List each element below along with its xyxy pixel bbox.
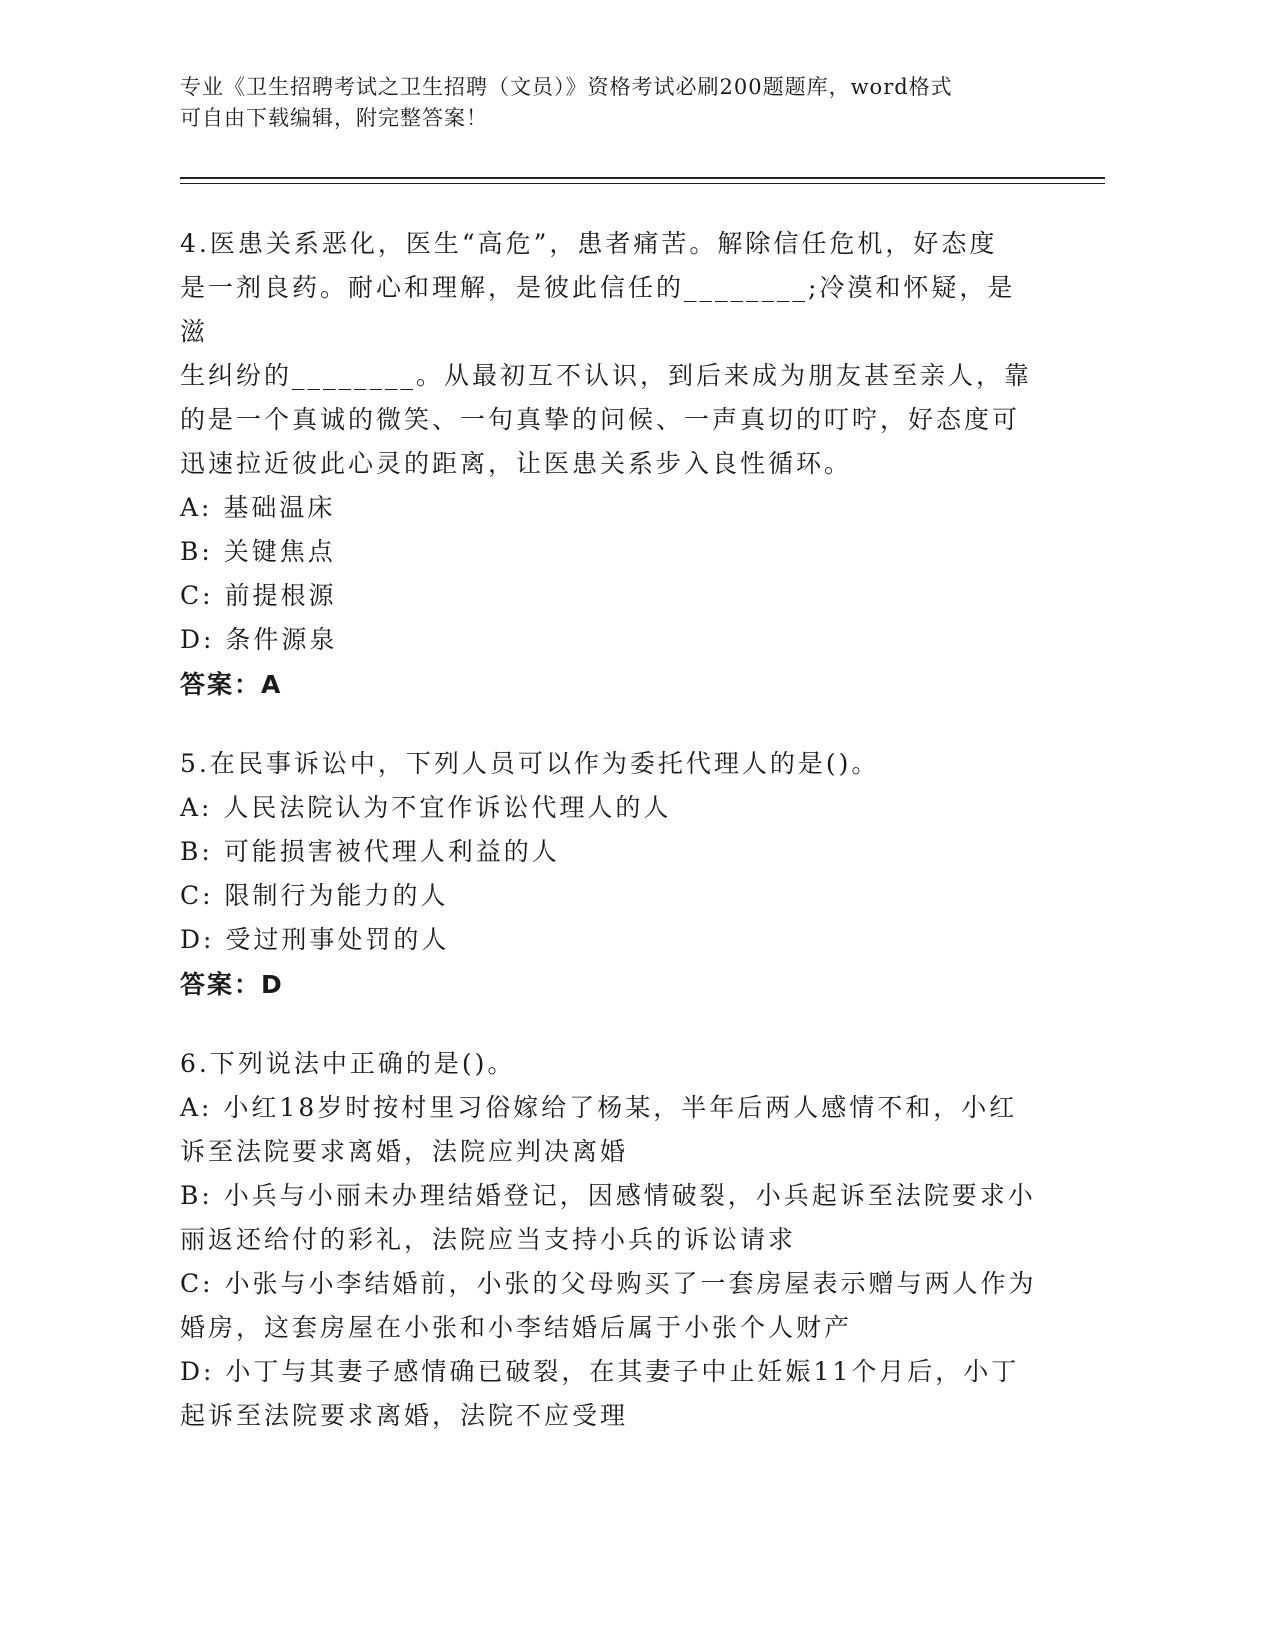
answer-option-line: B: 小兵与小丽未办理结婚登记，因感情破裂，小兵起诉至法院要求小 — [180, 1181, 1036, 1210]
answer-option-line: 起诉至法院要求离婚，法院不应受理 — [180, 1401, 629, 1430]
answer-key: 答案：D — [180, 970, 284, 999]
answer-key: 答案：A — [180, 670, 283, 699]
header-divider — [180, 177, 1105, 179]
question-stem-line: 的是一个真诚的微笑、一句真挚的问候、一声真切的叮咛，好态度可 — [180, 405, 1021, 434]
answer-option-line: D: 条件源泉 — [180, 625, 338, 654]
answer-option-line: B: 可能损害被代理人利益的人 — [180, 837, 560, 866]
document-header — [180, 72, 1040, 134]
answer-option-line: A: 人民法院认为不宜作诉讼代理人的人 — [180, 793, 672, 822]
header-divider-secondary — [180, 183, 1105, 184]
question-stem-line: 5.在民事诉讼中，下列人员可以作为委托代理人的是()。 — [180, 749, 880, 778]
question-stem-line: 迅速拉近彼此心灵的距离，让医患关系步入良性循环。 — [180, 449, 853, 478]
question-list — [180, 222, 1040, 1472]
question-block — [180, 1042, 1040, 1438]
answer-option-line: C: 限制行为能力的人 — [180, 881, 449, 910]
question-stem-line: 生纠纷的________。从最初互不认识，到后来成为朋友甚至亲人，靠 — [180, 361, 1033, 390]
question-block — [180, 742, 1040, 1008]
answer-option-line: C: 小张与小李结婚前，小张的父母购买了一套房屋表示赠与两人作为 — [180, 1269, 1037, 1298]
answer-option-line: 婚房，这套房屋在小张和小李结婚后属于小张个人财产 — [180, 1313, 853, 1342]
header-line-2: 可自由下载编辑，附完整答案！ — [180, 106, 488, 130]
question-stem-line: 6.下列说法中正确的是()。 — [180, 1049, 516, 1078]
answer-option-line: B: 关键焦点 — [180, 537, 336, 566]
answer-option-line: A: 小红18岁时按村里习俗嫁给了杨某，半年后两人感情不和，小红 — [180, 1093, 1018, 1122]
answer-option-line: 丽返还给付的彩礼，法院应当支持小兵的诉讼请求 — [180, 1225, 797, 1254]
answer-option-line: 诉至法院要求离婚，法院应判决离婚 — [180, 1137, 629, 1166]
answer-option-line: D: 受过刑事处罚的人 — [180, 925, 450, 954]
question-stem-line: 4.医患关系恶化，医生“高危”，患者痛苦。解除信任危机，好态度 — [180, 229, 998, 258]
answer-option-line: A: 基础温床 — [180, 493, 336, 522]
question-block — [180, 222, 1040, 708]
answer-option-line: C: 前提根源 — [180, 581, 337, 610]
header-line-1: 专业《卫生招聘考试之卫生招聘（文员）》资格考试必刷200题题库，word格式 — [180, 75, 953, 99]
answer-option-line: D: 小丁与其妻子感情确已破裂，在其妻子中止妊娠11个月后，小丁 — [180, 1357, 1020, 1386]
question-stem-line: 是一剂良药。耐心和理解，是彼此信任的________;冷漠和怀疑，是滋 — [180, 273, 1016, 346]
